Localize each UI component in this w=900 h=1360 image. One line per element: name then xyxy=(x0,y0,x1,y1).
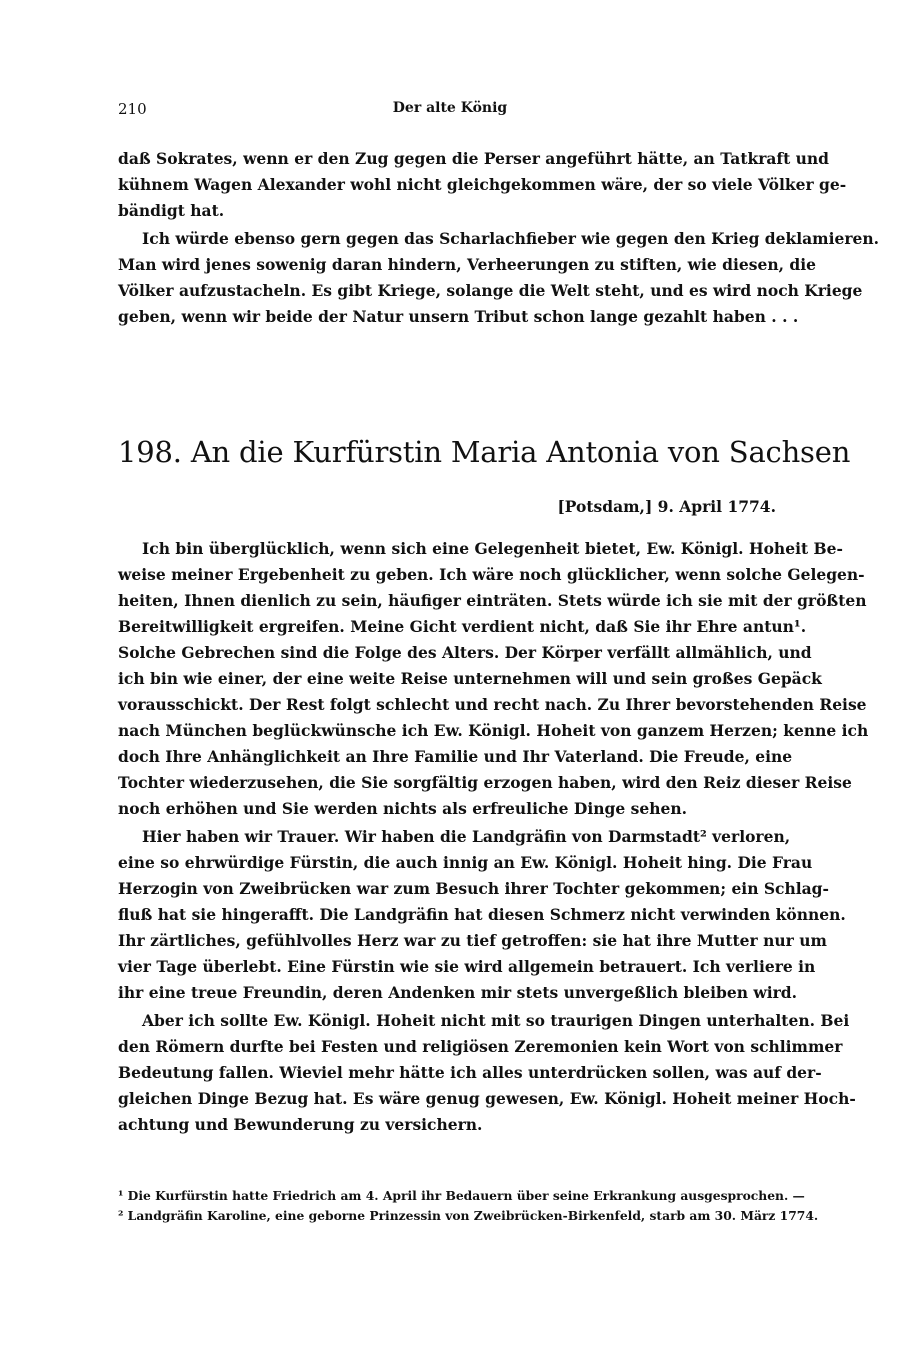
text-line: weise meiner Ergebenheit zu geben. Ich wäre noch glücklicher, wenn solche Gelegen- xyxy=(118,565,865,584)
text-line: Herzogin von Zweibrücken war zum Besuch ihrer Tochter gekommen; ein Schlag- xyxy=(118,879,829,898)
text-line: Ich würde ebenso gern gegen das Scharlachfieber wie gegen den Krieg deklamieren. xyxy=(142,229,880,248)
text-line: Solche Gebrechen sind die Folge des Alters. Der Körper verfällt allmählich, und xyxy=(118,643,812,662)
letter-paragraph xyxy=(118,824,846,1006)
text-line: ihr eine treue Freundin, deren Andenken mir stets unvergeßlich bleiben wird. xyxy=(118,983,798,1002)
running-title: Der alte König xyxy=(392,100,508,116)
text-line: Ihr zärtliches, gefühlvolles Herz war zu tief getroffen: sie hat ihre Mutter nur um xyxy=(118,931,827,950)
text-line: Tochter wiederzusehen, die Sie sorgfältig erzogen haben, wird den Reiz dieser Reise xyxy=(118,773,852,792)
letter-number: 198. xyxy=(118,435,182,469)
letter-paragraph xyxy=(118,536,869,822)
text-line: heiten, Ihnen dienlich zu sein, häufiger einträten. Stets würde ich sie mit der größten xyxy=(118,591,867,610)
text-line: doch Ihre Anhänglichkeit an Ihre Familie und Ihr Vaterland. Die Freude, eine xyxy=(118,747,793,766)
text-line: gleichen Dinge Bezug hat. Es wäre genug gewesen, Ew. Königl. Hoheit meiner Hoch- xyxy=(118,1089,856,1108)
text-line: vier Tage überlebt. Eine Fürstin wie sie wird allgemein betrauert. Ich verliere in xyxy=(118,957,816,976)
letter-dateline: [Potsdam,] 9. April 1774. xyxy=(557,497,776,516)
intro-text xyxy=(118,146,880,330)
text-line: vorausschickt. Der Rest folgt schlecht und recht nach. Zu Ihrer bevorstehenden Reise xyxy=(118,695,867,714)
text-line: daß Sokrates, wenn er den Zug gegen die Perser angeführt hätte, an Tatkraft und xyxy=(118,149,830,168)
text-line: ich bin wie einer, der eine weite Reise unternehmen will und sein großes Gepäck xyxy=(118,669,822,688)
text-line: nach München beglückwünsche ich Ew. Königl. Hoheit von ganzem Herzen; kenne ich xyxy=(118,721,869,740)
footnote: ² Landgräfin Karoline, eine geborne Prinzessin von Zweibrücken-Birkenfeld, starb am 30. März 1774. xyxy=(118,1208,819,1223)
text-line: Man wird jenes sowenig daran hindern, Verheerungen zu stiften, wie diesen, die xyxy=(118,255,816,274)
footnote: ¹ Die Kurfürstin hatte Friedrich am 4. April ihr Bedauern über seine Erkrankung ausgesprochen. — xyxy=(118,1188,805,1203)
intro-paragraph xyxy=(118,146,847,224)
letter-body xyxy=(118,536,869,1138)
text-line: fluß hat sie hingerafft. Die Landgräfin hat diesen Schmerz nicht verwinden können. xyxy=(118,905,846,924)
footnotes xyxy=(118,1186,819,1226)
letter-heading xyxy=(118,432,851,472)
intro-paragraph xyxy=(118,226,880,330)
text-line: bändigt hat. xyxy=(118,201,225,220)
text-line: noch erhöhen und Sie werden nichts als erfreuliche Dinge sehen. xyxy=(118,799,688,818)
text-line: geben, wenn wir beide der Natur unsern Tribut schon lange gezahlt haben . . . xyxy=(118,307,799,326)
text-line: achtung und Bewunderung zu versichern. xyxy=(118,1115,483,1134)
text-line: Ich bin überglücklich, wenn sich eine Gelegenheit bietet, Ew. Königl. Hoheit Be- xyxy=(142,539,843,558)
text-line: eine so ehrwürdige Fürstin, die auch innig an Ew. Königl. Hoheit hing. Die Frau xyxy=(118,853,813,872)
text-line: kühnem Wagen Alexander wohl nicht gleichgekommen wäre, der so viele Völker ge- xyxy=(118,175,847,194)
letter-paragraph xyxy=(118,1008,856,1138)
text-line: Bedeutung fallen. Wieviel mehr hätte ich alles unterdrücken sollen, was auf der- xyxy=(118,1063,822,1082)
text-line: Aber ich sollte Ew. Königl. Hoheit nicht mit so traurigen Dingen unterhalten. Bei xyxy=(142,1011,850,1030)
letter-title: An die Kurfürstin Maria Antonia von Sachsen xyxy=(190,435,851,469)
text-line: Völker aufzustacheln. Es gibt Kriege, solange die Welt steht, und es wird noch Kriege xyxy=(118,281,863,300)
text-line: den Römern durfte bei Festen und religiösen Zeremonien kein Wort von schlimmer xyxy=(118,1037,843,1056)
page-number: 210 xyxy=(118,100,147,118)
text-line: Bereitwilligkeit ergreifen. Meine Gicht verdient nicht, daß Sie ihr Ehre antun¹. xyxy=(118,617,807,636)
page-header xyxy=(118,100,782,124)
text-line: Hier haben wir Trauer. Wir haben die Landgräfin von Darmstadt² verloren, xyxy=(142,827,791,846)
